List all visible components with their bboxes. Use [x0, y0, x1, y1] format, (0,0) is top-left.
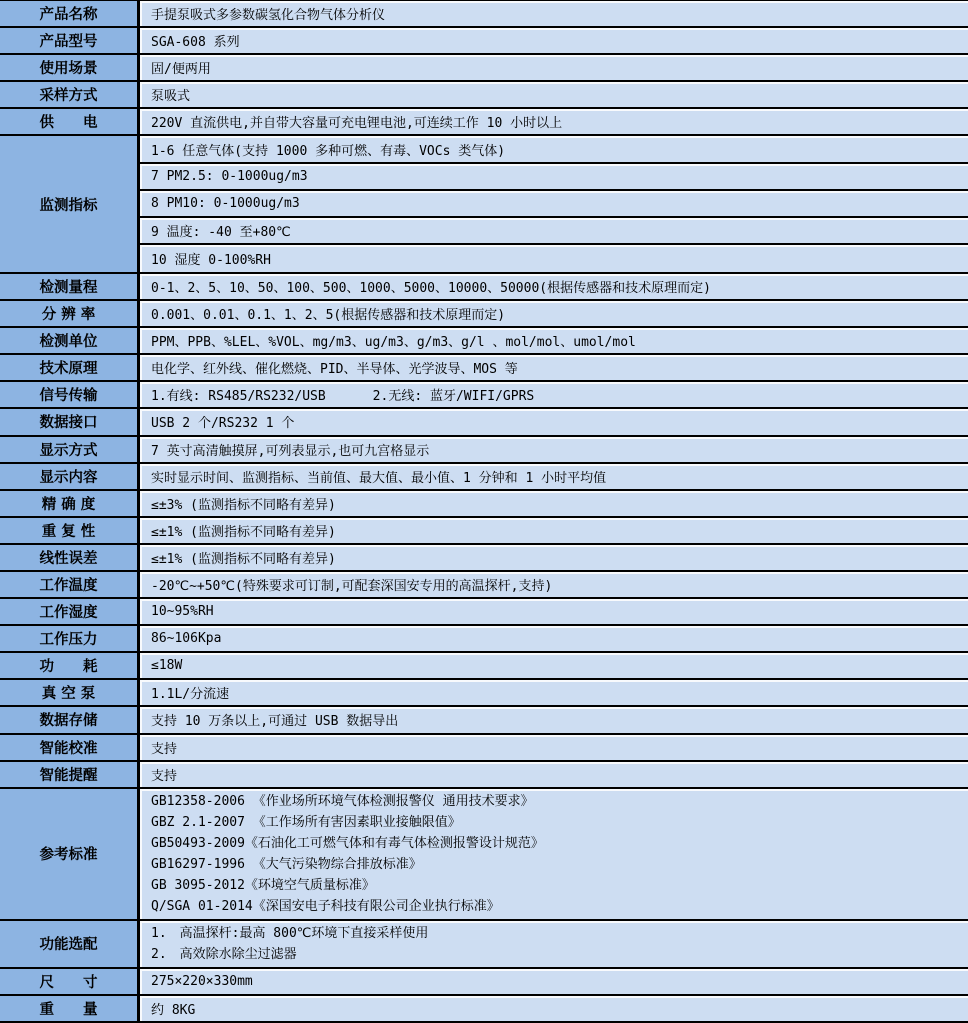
row-value-area [140, 136, 968, 271]
row-value: 支持 [140, 762, 968, 787]
row-value-area [140, 82, 968, 107]
row-value: 0.001、0.01、0.1、1、2、5(根据传感器和技术原理而定) [140, 301, 968, 326]
table-row [0, 680, 968, 707]
row-value-line: 1. 高温探杆:最高 800℃环境下直接采样使用 [151, 925, 429, 941]
row-value-area [140, 653, 968, 678]
row-value-area [140, 735, 968, 760]
row-label: 数据存储 [0, 707, 140, 732]
row-value-area [140, 55, 968, 80]
row-label: 检测量程 [0, 274, 140, 299]
row-value-area [140, 996, 968, 1021]
row-label: 工作湿度 [0, 599, 140, 624]
row-value [140, 789, 968, 919]
table-row [0, 969, 968, 996]
row-value-area [140, 545, 968, 570]
row-value-area [140, 762, 968, 787]
table-row [0, 789, 968, 921]
row-value-line: GB16297-1996 《大气污染物综合排放标准》 [151, 856, 422, 872]
row-value [140, 921, 968, 967]
table-row [0, 653, 968, 680]
row-value-area [140, 274, 968, 299]
row-value-area [140, 707, 968, 732]
row-label: 监测指标 [0, 136, 140, 271]
row-value-area [140, 28, 968, 53]
row-label: 功 耗 [0, 653, 140, 678]
row-value-area [140, 301, 968, 326]
row-value: 1.有线: RS485/RS232/USB 2.无线: 蓝牙/WIFI/GPRS [140, 382, 968, 407]
table-row [0, 921, 968, 969]
row-value-area [140, 491, 968, 516]
row-value: 1-6 任意气体(支持 1000 多种可燃、有毒、VOCs 类气体) [140, 136, 968, 163]
row-value: 电化学、红外线、催化燃烧、PID、半导体、光学波导、MOS 等 [140, 355, 968, 380]
row-value-area [140, 626, 968, 651]
row-label: 工作温度 [0, 572, 140, 597]
table-row [0, 136, 968, 273]
table-row [0, 626, 968, 653]
row-value-area [140, 599, 968, 624]
row-value: 0-1、2、5、10、50、100、500、1000、5000、10000、50000(根据传感器和技术原理而定) [140, 274, 968, 299]
row-value-line: GBZ 2.1-2007 《工作场所有害因素职业接触限值》 [151, 814, 461, 830]
table-row [0, 82, 968, 109]
row-value: 7 英寸高清触摸屏,可列表显示,也可九宫格显示 [140, 437, 968, 462]
table-row [0, 491, 968, 518]
row-value-area [140, 1, 968, 26]
row-value-area [140, 382, 968, 407]
row-value: 1.1L/分流速 [140, 680, 968, 705]
row-value: 手提泵吸式多参数碳氢化合物气体分析仪 [140, 1, 968, 26]
row-value-area [140, 680, 968, 705]
row-label: 信号传输 [0, 382, 140, 407]
row-label: 线性误差 [0, 545, 140, 570]
table-row [0, 328, 968, 355]
table-row [0, 301, 968, 328]
row-value: 9 温度: -40 至+80℃ [140, 218, 968, 245]
row-value: 固/便两用 [140, 55, 968, 80]
row-value-area [140, 518, 968, 543]
row-value: SGA-608 系列 [140, 28, 968, 53]
row-label: 重 复 性 [0, 518, 140, 543]
table-row [0, 109, 968, 136]
row-label: 供 电 [0, 109, 140, 134]
row-label: 显示内容 [0, 464, 140, 489]
row-value-line: GB50493-2009《石油化工可燃气体和有毒气体检测报警设计规范》 [151, 835, 544, 851]
row-value: ≤±1% (监测指标不同略有差异) [140, 545, 968, 570]
row-label: 采样方式 [0, 82, 140, 107]
row-label: 功能选配 [0, 921, 140, 967]
row-value-line: Q/SGA 01-2014《深国安电子科技有限公司企业执行标准》 [151, 898, 500, 914]
row-value: 275×220×330mm [140, 969, 968, 994]
row-value-area [140, 328, 968, 353]
row-label: 显示方式 [0, 437, 140, 462]
row-value-area [140, 969, 968, 994]
row-label: 检测单位 [0, 328, 140, 353]
table-row [0, 518, 968, 545]
row-label: 分 辨 率 [0, 301, 140, 326]
row-value-line: 2. 高效除水除尘过滤器 [151, 946, 297, 962]
table-row [0, 28, 968, 55]
row-value: 支持 10 万条以上,可通过 USB 数据导出 [140, 707, 968, 732]
row-label: 智能提醒 [0, 762, 140, 787]
row-value: PPM、PPB、%LEL、%VOL、mg/m3、ug/m3、g/m3、g/l 、mol/mol、umol/mol [140, 328, 968, 353]
row-value: 220V 直流供电,并自带大容量可充电锂电池,可连续工作 10 小时以上 [140, 109, 968, 134]
table-row [0, 274, 968, 301]
row-value-line: GB 3095-2012《环境空气质量标准》 [151, 877, 375, 893]
row-label: 技术原理 [0, 355, 140, 380]
row-label: 数据接口 [0, 409, 140, 434]
table-row [0, 735, 968, 762]
row-value-area [140, 789, 968, 919]
row-value-area [140, 437, 968, 462]
row-value: 10 湿度 0-100%RH [140, 245, 968, 272]
table-row [0, 762, 968, 789]
row-value-area [140, 355, 968, 380]
row-value: 泵吸式 [140, 82, 968, 107]
row-value-area [140, 921, 968, 967]
table-row [0, 464, 968, 491]
table-row [0, 355, 968, 382]
row-label: 真 空 泵 [0, 680, 140, 705]
row-value: USB 2 个/RS232 1 个 [140, 409, 968, 434]
row-value-area [140, 464, 968, 489]
row-label: 参考标准 [0, 789, 140, 919]
row-value-area [140, 572, 968, 597]
table-row [0, 55, 968, 82]
table-row [0, 599, 968, 626]
row-value-area [140, 109, 968, 134]
table-row [0, 996, 968, 1023]
table-row [0, 572, 968, 599]
row-label: 智能校准 [0, 735, 140, 760]
table-row [0, 409, 968, 436]
table-row [0, 382, 968, 409]
table-row [0, 545, 968, 572]
row-value-line: GB12358-2006 《作业场所环境气体检测报警仪 通用技术要求》 [151, 793, 534, 809]
row-value: 86~106Kpa [140, 626, 968, 651]
row-label: 使用场景 [0, 55, 140, 80]
row-value: -20℃~+50℃(特殊要求可订制,可配套深国安专用的高温探杆,支持) [140, 572, 968, 597]
row-value: ≤±3% (监测指标不同略有差异) [140, 491, 968, 516]
table-row [0, 1, 968, 28]
row-value: ≤±1% (监测指标不同略有差异) [140, 518, 968, 543]
row-label: 尺 寸 [0, 969, 140, 994]
row-label: 产品名称 [0, 1, 140, 26]
row-value: 10~95%RH [140, 599, 968, 624]
row-value-area [140, 409, 968, 434]
row-value: 实时显示时间、监测指标、当前值、最大值、最小值、1 分钟和 1 小时平均值 [140, 464, 968, 489]
row-value: ≤18W [140, 653, 968, 678]
row-value: 支持 [140, 735, 968, 760]
row-label: 工作压力 [0, 626, 140, 651]
row-value: 8 PM10: 0-1000ug/m3 [140, 191, 968, 218]
row-value: 约 8KG [140, 996, 968, 1021]
row-label: 重 量 [0, 996, 140, 1021]
row-value: 7 PM2.5: 0-1000ug/m3 [140, 164, 968, 191]
row-label: 产品型号 [0, 28, 140, 53]
table-row [0, 437, 968, 464]
table-row [0, 707, 968, 734]
row-label: 精 确 度 [0, 491, 140, 516]
